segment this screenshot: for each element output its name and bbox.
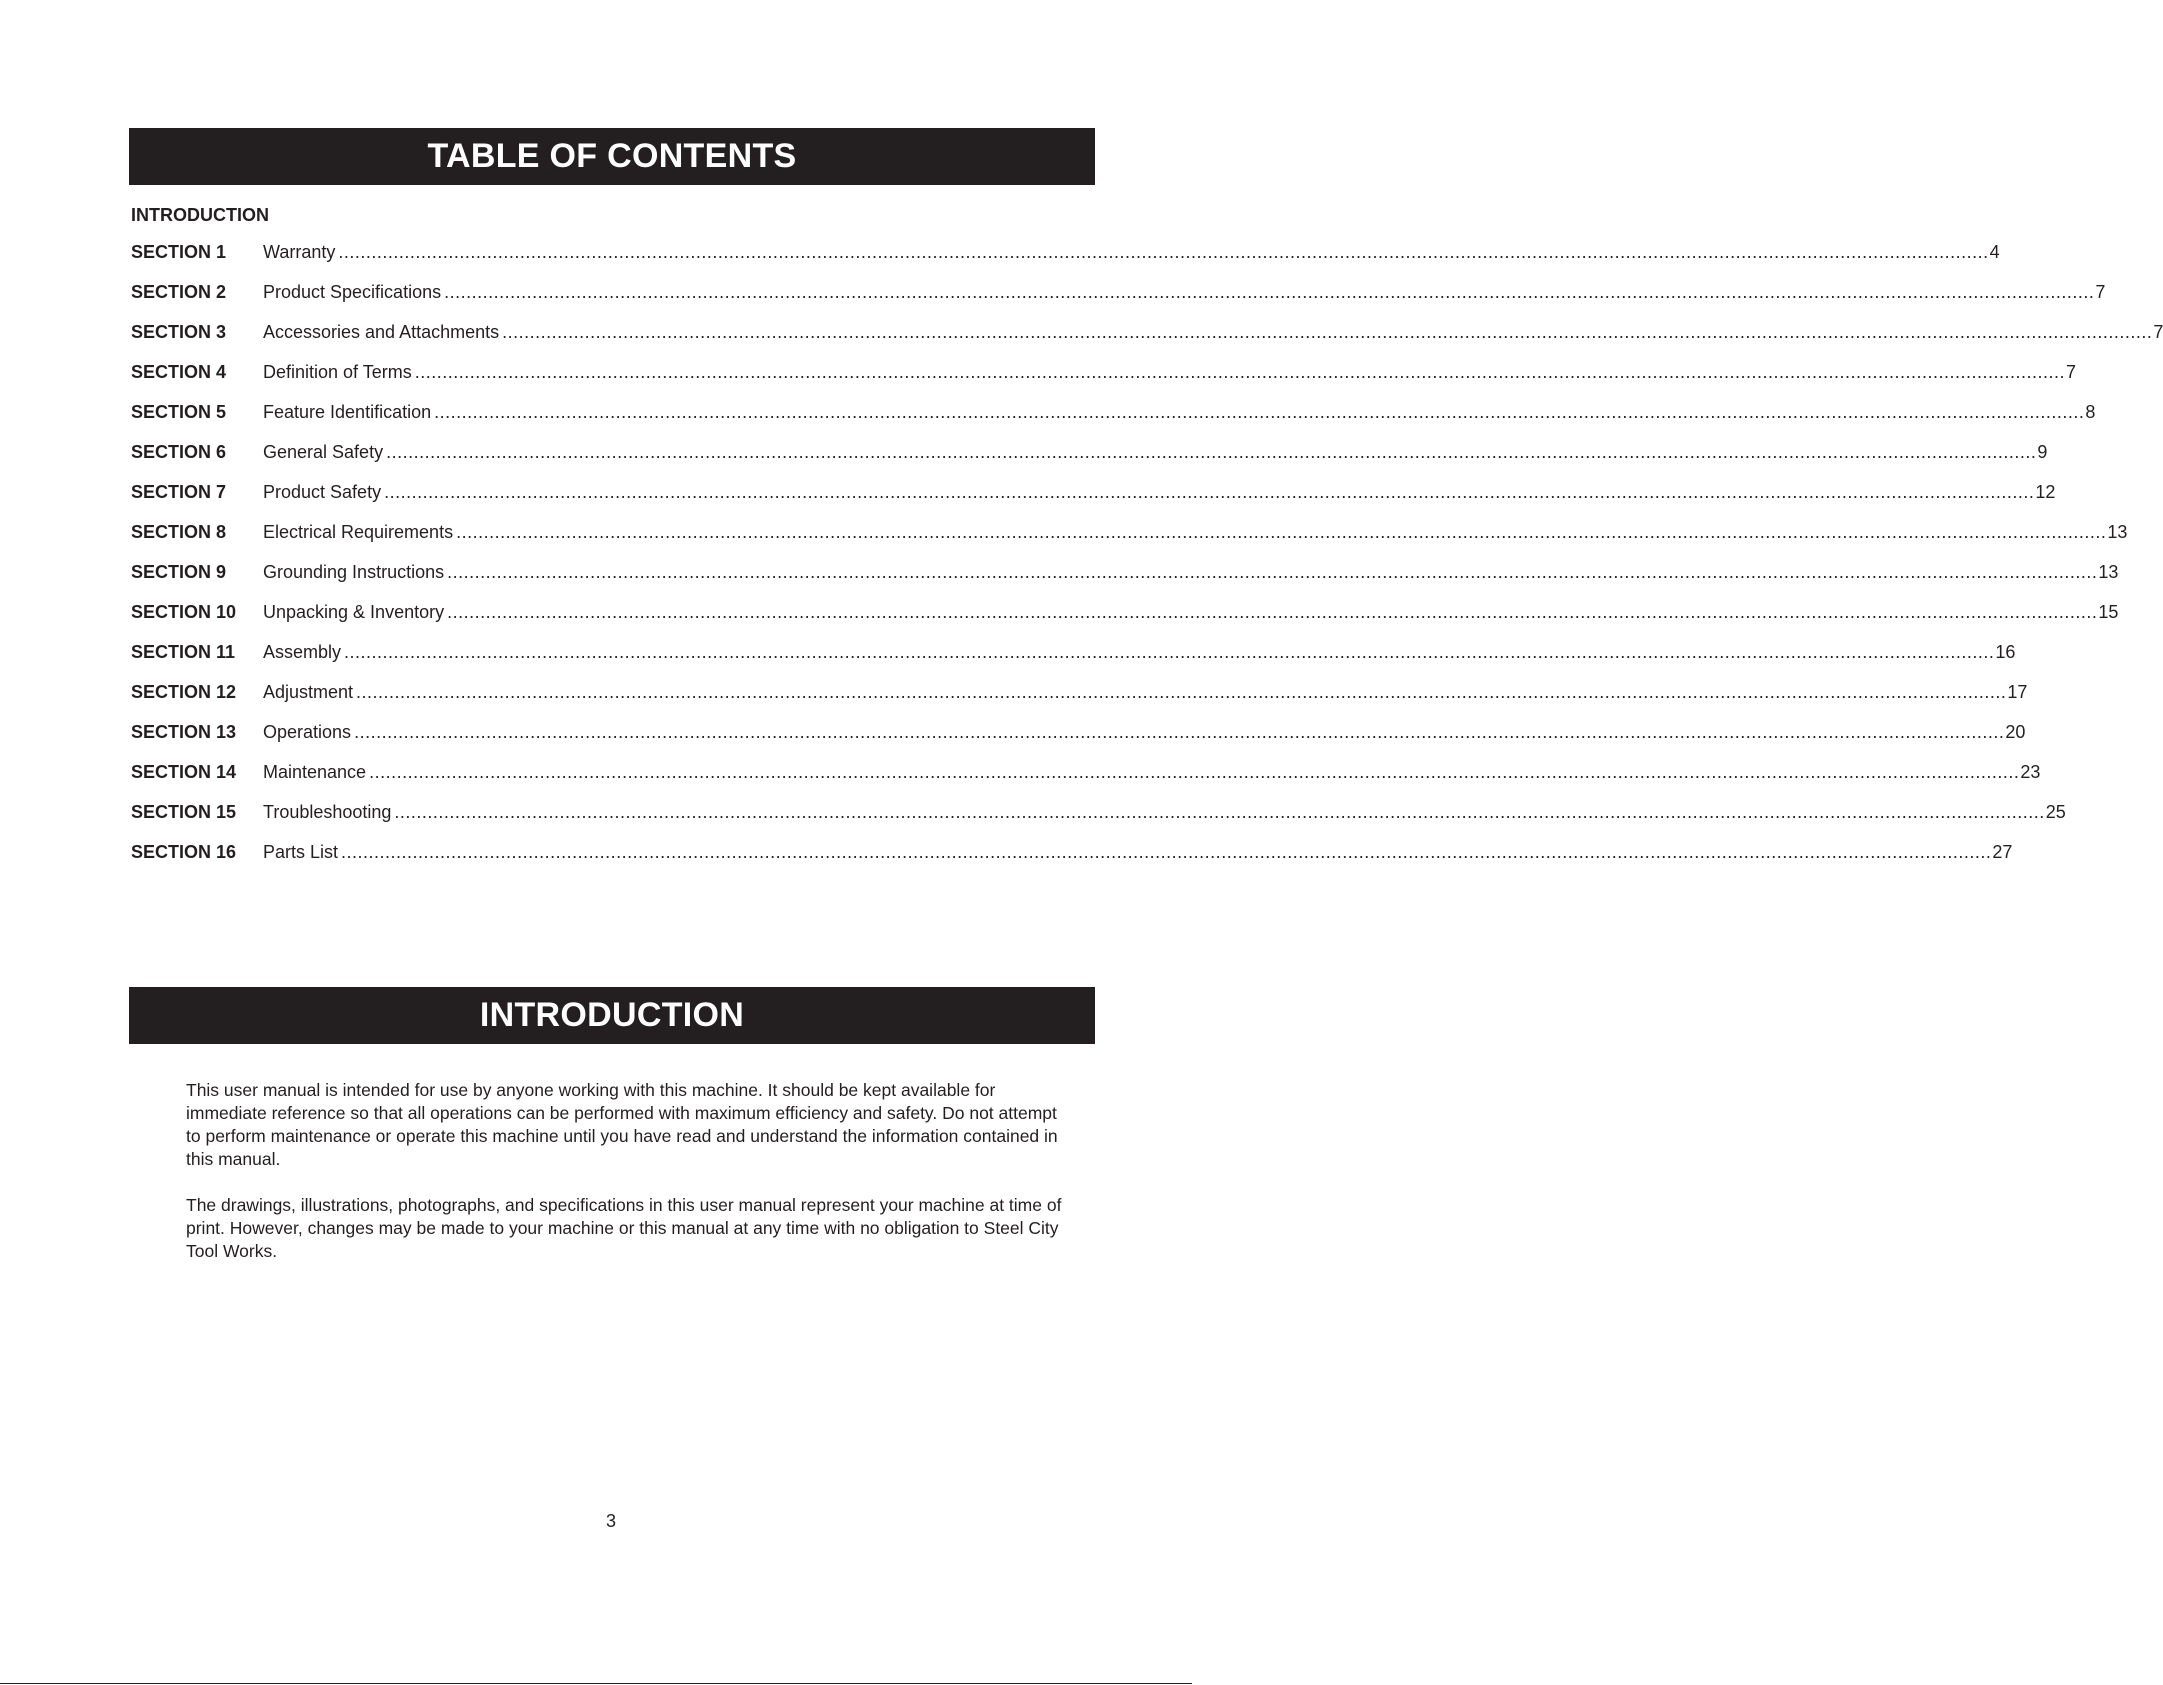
- introduction-paragraph: The drawings, illustrations, photographs, and specifications in this user manual represent your machine at time of print. However, changes may be made to your machine or this manual at any time with no obligation to Steel City Tool Works.: [186, 1195, 1062, 1261]
- toc-entry: [131, 592, 2119, 632]
- toc-page-number: 7: [2095, 282, 2106, 302]
- toc-entry: [131, 392, 2096, 432]
- toc-section-title: Product Specifications: [263, 282, 442, 302]
- toc-entry: [131, 792, 2066, 832]
- toc-dot-leader: ............................................................................................................................................................................................................................................................................................................: [502, 322, 2153, 342]
- toc-entry: [131, 272, 2106, 312]
- toc-page-number: 7: [2066, 362, 2077, 382]
- toc-section-number: SECTION 12: [131, 682, 237, 702]
- toc-dot-leader: ............................................................................................................................................................................................................................................................................................................: [344, 642, 1995, 662]
- toc-section-number: SECTION 4: [131, 362, 227, 382]
- toc-page-number: 12: [2035, 482, 2056, 502]
- toc-entry: [131, 552, 2119, 592]
- page-number: 3: [605, 1511, 616, 1531]
- toc-section-number: SECTION 7: [131, 482, 227, 502]
- toc-section-title: Assembly: [263, 642, 342, 662]
- toc-introduction-label: INTRODUCTION: [131, 205, 269, 225]
- toc-section-number: SECTION 14: [131, 762, 237, 782]
- toc-dot-leader: ............................................................................................................................................................................................................................................................................................................: [447, 602, 2098, 622]
- toc-section-number: SECTION 11: [131, 642, 236, 662]
- toc-entry: [131, 432, 2048, 472]
- toc-heading: TABLE OF CONTENTS: [427, 137, 797, 175]
- toc-page-number: 25: [2045, 802, 2066, 822]
- toc-page-number: 4: [1989, 242, 2000, 262]
- page-bottom-rule: [0, 1683, 1192, 1684]
- toc-section-title: Electrical Requirements: [263, 522, 454, 542]
- toc-section-title: Unpacking & Inventory: [263, 602, 445, 622]
- toc-page-number: 27: [1992, 842, 2013, 862]
- toc-dot-leader: ............................................................................................................................................................................................................................................................................................................: [338, 242, 1989, 262]
- toc-page-number: 8: [2085, 402, 2096, 422]
- toc-section-number: SECTION 6: [131, 442, 227, 462]
- toc-page-number: 23: [2020, 762, 2041, 782]
- toc-dot-leader: ............................................................................................................................................................................................................................................................................................................: [354, 722, 2005, 742]
- toc-section-number: SECTION 15: [131, 802, 237, 822]
- toc-dot-leader: ............................................................................................................................................................................................................................................................................................................: [444, 282, 2095, 302]
- toc-section-number: SECTION 16: [131, 842, 237, 862]
- toc-section-title: Product Safety: [263, 482, 382, 502]
- toc-section-title: Operations: [263, 722, 352, 742]
- toc-dot-leader: ............................................................................................................................................................................................................................................................................................................: [434, 402, 2085, 422]
- toc-page-number: 17: [2007, 682, 2028, 702]
- toc-page-number: 20: [2005, 722, 2026, 742]
- toc-entry: [131, 352, 2077, 392]
- introduction-body: [186, 1079, 1066, 1286]
- toc-section-number: SECTION 9: [131, 562, 227, 582]
- toc-entry: [131, 712, 2026, 752]
- toc-page-number: 13: [2107, 522, 2128, 542]
- toc-section-title: Parts List: [263, 842, 339, 862]
- toc-page-number: 15: [2098, 602, 2119, 622]
- toc-section-number: SECTION 10: [131, 602, 237, 622]
- introduction-heading: INTRODUCTION: [479, 996, 745, 1034]
- toc-section-title: Troubleshooting: [263, 802, 392, 822]
- toc-dot-leader: ............................................................................................................................................................................................................................................................................................................: [356, 682, 2007, 702]
- toc-page-number: 13: [2098, 562, 2119, 582]
- toc-page-number: 9: [2037, 442, 2048, 462]
- toc-section-title: Warranty: [263, 242, 336, 262]
- toc-dot-leader: ............................................................................................................................................................................................................................................................................................................: [384, 482, 2035, 502]
- toc-entry: [131, 832, 2013, 872]
- toc-entry: [131, 232, 2000, 272]
- toc-entry: [131, 672, 2028, 712]
- toc-dot-leader: ............................................................................................................................................................................................................................................................................................................: [369, 762, 2020, 782]
- toc-dot-leader: ............................................................................................................................................................................................................................................................................................................: [394, 802, 2045, 822]
- toc-page-number: 16: [1995, 642, 2016, 662]
- introduction-paragraph: This user manual is intended for use by anyone working with this machine. It should be kept available for immediate reference so that all operations can be performed with maximum efficiency and safety. Do not attempt to perform maintenance or operate this machine until you have read and understand the information contained in this manual.: [186, 1080, 1058, 1169]
- toc-section-title: Maintenance: [263, 762, 367, 782]
- toc-section-title: Adjustment: [263, 682, 354, 702]
- toc-section-number: SECTION 5: [131, 402, 227, 422]
- toc-section-title: Definition of Terms: [263, 362, 412, 382]
- toc-section-number: SECTION 2: [131, 282, 227, 302]
- toc-entry: [131, 752, 2041, 792]
- toc-section-title: General Safety: [263, 442, 384, 462]
- toc-dot-leader: ............................................................................................................................................................................................................................................................................................................: [447, 562, 2098, 582]
- toc-entry: [131, 312, 2163, 352]
- toc-section-number: SECTION 13: [131, 722, 237, 742]
- toc-page-number: 7: [2153, 322, 2163, 342]
- introduction-heading-banner: [129, 987, 1095, 1044]
- toc-section-number: SECTION 8: [131, 522, 227, 542]
- toc-heading-banner: [129, 128, 1095, 185]
- toc-dot-leader: ............................................................................................................................................................................................................................................................................................................: [341, 842, 1992, 862]
- toc-dot-leader: ............................................................................................................................................................................................................................................................................................................: [456, 522, 2107, 542]
- toc-section-title: Feature Identification: [263, 402, 432, 422]
- toc-section-number: SECTION 1: [131, 242, 227, 262]
- toc-entry: [131, 632, 2016, 672]
- toc-dot-leader: ............................................................................................................................................................................................................................................................................................................: [414, 362, 2066, 382]
- toc-entry: [131, 512, 2128, 552]
- toc-list: [131, 232, 2163, 872]
- toc-section-title: Grounding Instructions: [263, 562, 445, 582]
- toc-dot-leader: ............................................................................................................................................................................................................................................................................................................: [386, 442, 2037, 462]
- toc-section-title: Accessories and Attachments: [263, 322, 500, 342]
- toc-entry: [131, 472, 2056, 512]
- toc-section-number: SECTION 3: [131, 322, 227, 342]
